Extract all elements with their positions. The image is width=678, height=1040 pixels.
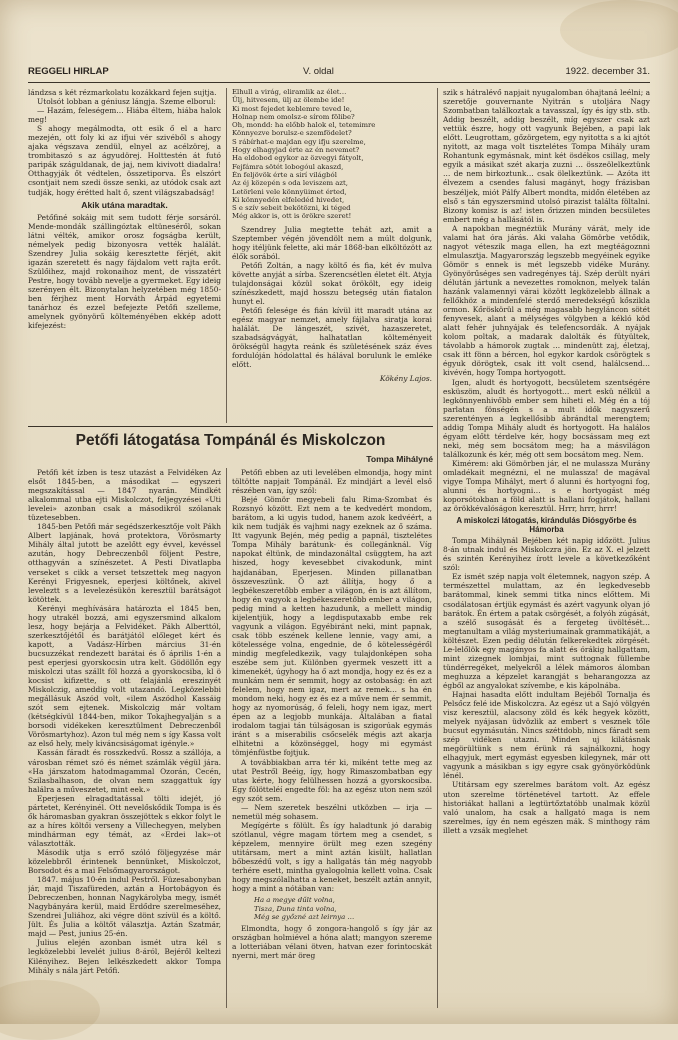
column-divider	[226, 88, 227, 423]
poem-line: Ha eldobod egykor az özvegyi fátyolt,	[232, 154, 364, 163]
paragraph: S ahogy megálmodta, ott esik ő el a harc mezején, ott foly ki az ifjui vér szivéből s ahogy ajaka végszava zendül, elnyel az acélzörej, a trombitaszó s az ágyudörej. Holttestén át futó paripák száguldanak, de jaj, nem kivivott diadalra! Otthagyják őt védtelen, összetiporva. És elszórt csontjait nem szedi össze senki, az utódok csak azt tudják, hogy érétted halt ő, szent világszabadság!	[28, 124, 221, 197]
paragraph: Kimérem: aki Gömörben jár, el ne mulassza Murány omladékait megnézni, el ne mulassza! de magával vigye Tompa Mihályt, mert ő alunni és hortyogni fog, alunni és hortyogni… s e hortyogást még koporsótokban a föld alatt is hallani fogjátok, hallani az örökkévalóságon keresztül. Hrrr, hrrr, hrrr!	[443, 458, 650, 514]
paragraph: Hajnai hasadta előtt indultam Bejéből Tornalja és Pelsőcz felé ide Miskolczra. Az egész ut a Sajó völgyén visz keresztül, alacsony zöld és kék hegyek között, melyek nyájasan üdvözlik az embert s vesznek tőle bucsut egymásután. Nincs széttdobb, nincs fáradt sem szép vidéken utazni. Minden uj kilátásnak megörültünk s nem érünk rá sajnálkozni, hogy elhagyjuk, mert egymást egyesben kilegynek, már ott vagyunk a másikban s igy egyre csak gyönyörködünk lénél.	[443, 690, 650, 781]
paragraph: Bejé Gömör megyebeli falu Rima-Szombat és Rozsnyó között. Ezt nem a te kedvedért mondom, barátom, a ki ugyis tudod, hanem azok kedvéért, a kik nem tudják és vajhmi nagy ezeknek az ő száma. Itt vagyunk Bején, még pedig a papnál, tisztelétes Tompa Mihály barátunk- és collegánknál. Víg napokat éltünk, de mindazonáltal csüggtem, ha azt hiszed, hogy kevesebbet civakodunk, mint hajdanában, Eperjesen. Minden pillanatban összeveszünk. Ő azt állítja, hogy ő a legbékeszeretőbb ember a világon, én is azt állítom, hogy én vagyok a legbékeszeretőbb ember a világon, pedig mind a ketten hazudunk, a mellett mindig kijelentjük, hogy a legdisputaxabb embe rek vagyunk a világon. Egyébiránt neki, mint papnak, csak több eszének kellene lennie, vagy ami, a kötelessége volna, engednie, de ő kötelességéről mindig megfeledkezik, vagy tulajdonképen soha eszébe sem jut. Különben gyermek veszett itt a kimenekét, úgyhogy ha ő azt mondja, hogy ez és ez a munkám nem ér semmit, hogy az ostobaság: én azt felelem, hogy nem igaz, mert az remek… s ha én mondom neki, hogy ez és ez a műve nem ér semmit, hogy az nyomorúság, ő feleli, hogy nem igaz, mert épen az a legjobb munkája. Általában a fiatal irodalom tagjai tán túlságosan is szigorúak egymás iránt s a miserabilis csőcselék mégis azt akarja elhitetni a közönséggel, hogy mi egymást tömjénfüstbe fojtjuk.	[232, 495, 432, 758]
paragraph: Utitársam egy szerelmes barátom volt. Az egész uton szerelme történetével tartott. Az effele historiákat hallani a legtürtőztatóbb unalmak közül való unalom, ha csak a hallgató maga is nem szerelmes, így én nem egészen mák. S minthogy rám illett a vzsák meglehet	[443, 780, 650, 835]
column-1-article	[28, 468, 221, 1008]
paragraph: Utolsót lobban a géniusz lángja. Szeme elborul:	[37, 97, 216, 107]
paragraph: A továbbiakban arra tér ki, miként tette meg az utat Pestről Beéig, így, hogy Rimaszombatban egy utas kérte, hogy felülhessen hozzá a gyorskocsiba. Egy fölötteléí engedte föl: ha az egész uton nem szól egy szót sem.	[232, 757, 432, 803]
paragraph: Eperjesen elragadtatással tölti idejét, jó pártetet, Kerényinél. Ott nevelőskődik Tompa is és ők háromasban gyakran összejöttek s ekkor folyt le az a híres költői verseny a Villechegyen, melyben mindhárman egy témát, az «Erdei lak»-ot választották.	[28, 793, 221, 848]
column-1-top	[28, 88, 221, 423]
paragraph: Petőfiné sokáig mit sem tudott férje sorsáról. Mende-mondák szállingóztak eltüneséről, sokan látni vélték, amikor orosz fogságba került, némelyek pedig bizonyosra vették halálát. Szendrey Julia sokáig keresztette férjét, akit igazán szeretett és nagy fájdalom vett rajta erőt. Szülőihez, majd rokonaihoz ment, de visszatért Pestre, hogy tovább nevelje a gyermeket. Egy ideig szerényen élt. Bizonytalan helyzetében még 1850-ben férjhez ment Horváth Árpád egyetemi tanárhoz és ezzel befejezte Petőfi szelleme, amelynek gyönyörű költeményében ekkép adott kifejezést:	[28, 212, 221, 331]
poem-line: Letörleni vele könnyüimet érted,	[232, 187, 347, 196]
verse-line: Ha a megye dűlt volna,	[254, 896, 335, 905]
poem-line: Ki most fejedet keblemre teved le,	[232, 104, 352, 113]
article-rule	[28, 426, 433, 427]
article-title: Petőfi látogatása Tompánál és Miskolczon	[75, 432, 386, 449]
paragraph: 1845-ben Petőfi már segédszerkesztője volt Pákh Albert lapjának, hová protektora, Vörösmarty Mihály által jutott be azelőtt egy évvel, kevéssel azután, hogy Debreczenből följent Pestre, otthagyván a színészetet. A Pesti Divatlapba verseket s cikk a verset tetszettek meg nagyon Kerényi Frigyesnek, eperjesi költőnek, akivel leveleztt s a levelezésükön keresztül barátságot kötöttek.	[28, 522, 221, 604]
poem-line: Elhull a virág, eliramlik az élet…	[232, 88, 347, 96]
paragraph: Julius elején azonban ismét utra kél s legközelebbi levelét julius 8-áról, Bejéről keltezi Kilényihez. Bejen lelkészkedett akkor Tompa Mihály s nála járt Petőfi.	[28, 938, 221, 975]
paragraph: Petőfi két ízben is tesz utazást a Felvidéken Az elsőt 1845-ben, a másodikat — egyszeri megszakítással — 1847 nyarán. Mindkét alkalommal utba ejti Miskolczot, feljegyzései «Uti levelei» azonban csak a másodikról szólanak tüzetesebben.	[28, 468, 221, 523]
page-header	[28, 66, 650, 80]
paragraph: Petőfi felesége és fián kívül itt maradt utána az egész magyar nemzet, amely fájlalva siratja korai halálát. De lángeszét, szivét, hazaszeretet, szabadságvágyát, halhatatlan költeményeit örökségül hagyta reánk és születésének száz éves fordulóján hódolattal és hálával borulunk le emléke előtt.	[232, 306, 432, 370]
paragraph: Petőfi Zoltán, a nagy költő és fia, két év mulva követte anyját a sírba. Szerencsétlen életet élt. Atyja tulajdonságai közül sokat örökölt, egy ideig színészkedett, majd hosszu betegség után fiatalon hunyt el.	[232, 260, 432, 307]
paragraph: Igen, aludt és hortyogott, becsületem szentségére esküszöm, aludt és hortyogott… mert eskü nélkül a legkönnyenhivőbb ember sem hiheti el. Még én a tój parlatan fönségén s a mult idők nagyszerű szerentényen a legkellősibb ábrándtal merengtem; addig Tompa Mihály aludt és hortyogott. Ha halálos égyam előtt térdelve kér, hogy bocsássam meg ezt neki, még sem bocsátom meg; ha a másvilágon találkozunk és kér, még ott sem bocsátom meg. Nem.	[443, 377, 650, 459]
paragraph: A napokban megnéztük Murány várát, mely ide valami hat óra járás. Aki valaha Gömörbe vetődik, nagyot véteszik maga ellen, ha ezt megtéágoznni elmulasztja. Magyarország legszebb megyéinek egyike Gömör s ennek is mét legszebb vidéke Murány. Gyönyörűséges sen vadregényes táj. Szép derült nyári délután jártunk a nevezettes romoknon, melyek talán hazánk valamennyi várai között legközelebb állnak a fellőkhöz a mindenfelé sterdő meredekségű kőszikla ormon. Kőröskörül a még magasabb hegyláncon sötét fenyvesek, alant a mélységes völgyben a kékló köd alatt fehér juhnyájak és telefencsordák. A nyájak kolom poltak, a madarak dalolták és fütyültek, távolabb a hámorok zugtak … mindenütt zaj, életzaj, csak itt fönn a bércen, hol egykor kardok csörögtek s égyuk dörögtek, csak itt volt csend, halálcsend… kivévén, hogy Tompa hortyogott.	[443, 223, 650, 378]
paragraph: Ez ismét szép napja volt életemnek, nagyon szép. A természettel mulattam, az én legkedvesebb barátommal, kinek semmi titka nincs előttem. Mi csodálatosan értjük egymást és azért vagyunk olyan jó barátok. Én értem a patak csörgését, a folyóh zúgását, a szélő susogását és a fergeteg üvöltését… megtanultam a világ mysteriumainak grammatikáját, a költészet. Ezen pedig délután felkerekedtek zörgését. Le-lelőlök egy magányos fa alatt és órákig hallgattam, mint zizegnek lombjai, mint suttognak füllembe tündérregéket, melyekről a lélek mámoros álomban meghuzza a képzelet karangját s beharangozza az égből az angyalokat szívembe, e kis kápolnába.	[443, 572, 650, 690]
poem-line: Az éj közepén s oda leviszem azt,	[232, 179, 348, 188]
paragraph: Kerényi meghívására határozta el 1845 ben, hogy utrakél bozzá, ami egyszersmind alkalom lesz, hogy bejárja a Felvidéket. Pákh Alberttól, szerkesztőjétől és barátjától előleget kért és kapott, a Vadász-Hírben március 31-én bucsuzzékat rendezett barátai és ő április 1-én a pest eperjesi gyorskocsin utra kelt. Gödöllőn egy miskolczi utas szállt föl hozzá a gyorskocsiba, kl ö kocsist kifizette, s ott felajánlá ereszinyét Miskolczig, ameddig volt utazandó. Legközelebbi megállásuk Aszód volt, «ilem Aszódhol Kassáig szót sem ejtenek. Miskolczig már voltam (kétségkívül 1844-ben, mikor Tokajhegyalján s a borsodi vidékeken keresztülment Debreczenből Vörösmartyhoz). Azon tul még nem s így Kassa volt az első hely, mely kiváncsiságomat igényle.»	[28, 603, 221, 749]
paragraph: lándzsa s két rézmarkolatu kozákkard fejen sujtja.	[28, 88, 217, 97]
page-number: V. oldal	[303, 66, 334, 77]
poem-line: Hogy elhagyjad érte az én nevemet?	[232, 146, 360, 155]
subheading: A miskolczi látogatás, kirándulás Diósgyőrbe és Hámorba	[456, 516, 637, 535]
poem-line: S rábírhat-e majdan egy ifju szerelme,	[232, 137, 366, 146]
poem-line: Oh, mondd: ha előbb halok el, tetemimre	[232, 121, 376, 130]
poem-line: Fejfámra sötét lobogóul akaszd,	[232, 162, 344, 171]
paragraph: Petőfi ebben az uti levelében elmondja, hogy mint töltötte napjait Tompánál. Ez mindjárt a levél első részében van, így szól:	[232, 468, 432, 496]
poem-line: Holnap nem omolsz-e sírom fölibe?	[232, 112, 355, 121]
paper-name: REGGELI HIRLAP	[28, 66, 109, 77]
poem-line: Könnyezve borulsz-e szemfödelet?	[232, 129, 352, 138]
column-divider	[437, 88, 438, 1008]
verse-line: Tisza, Duna tinta volna,	[254, 904, 337, 913]
paragraph: szik s hátralévő napjait nyugalomban óhajtaná leélni; a szeretője gouvernante Nyitrán s utoljára Nagy Szombatban találkoztak a tavasszal, így és így stb. stb. Addig beszélt, addig beszélt, míg egyszer csak azt vettük észre, hogy ott vagyunk Bejében, a papi lak előtt. Leugrottam, gőzörgetem, egy nyitotta s a ki ajtót nyitott, az maga volt tisztelétes Tompa Mihály uram Rohantunk egymásnak, mint két ösdékos csillag, mely egyik a másikat szét akarja zuzni … összeölelkeztünk … de nem birkoztunk… csak ölelkeztünk. — Azóta itt élvezem a csendes falusi magányt, hogy frázisban beszéljek, miót Pálfy Albert mondta, midőn életében az első s tán egyszersmind utolsó pirazist találta föltalni. Bizony komisz is az! isten őrizzen minden becsületes embert még a hallásától is.	[443, 88, 650, 224]
signature: Kökény Lajos.	[379, 373, 432, 383]
paper-stain	[560, 0, 678, 60]
paragraph: Kassán fáradt és rosszkedvű. Rossz a szállója, a városban rémet szó és német számlák végül jára. «Ha járszatom hatodmagammal Ozorán, Cecén, Szilasbalhason, de olvan nem szaggattuk így halálra a műveszetet, mint eek.»	[28, 748, 221, 794]
issue-date: 1922. december 31.	[565, 66, 650, 77]
poem-line: Én feljövök érte a sirí világból	[232, 170, 337, 179]
verse-line: Még se győzné azt leirnya …	[254, 912, 355, 921]
poem-line: Ülj, hitvesem, ülj az ölembe ide!	[232, 96, 345, 105]
poem	[232, 88, 432, 221]
poem-line: S e szív sebeit bekötözni, ki téged	[232, 204, 351, 213]
poem-line: Ki könnyedén elfeledéd hivedet,	[232, 195, 345, 204]
verse	[254, 896, 432, 921]
paragraph: 1847. május 10-én indul Pestről. Füzesabonyban jár, majd Tiszafüreden, aztán a Hortobágyon és Debreczenben, honnan Nagykárolyba megy, ismét Nagybányára kerül, maid Erdődre szerelmeséhez, Szendrei Juliához, aki végre dönt szívül és a költő. Jült. És Julia a költőt választja. Aztán Szatmár, majd — Pest, junius 25-én.	[28, 875, 221, 939]
article-author: Tompa Mihályné	[366, 454, 433, 464]
subheading: Akik utána maradtak.	[81, 199, 168, 210]
column-3	[443, 88, 650, 1008]
column-divider	[226, 468, 227, 1008]
poem-line: Még akkor is, ott is örökre szeret!	[232, 212, 352, 221]
column-2-article	[232, 468, 432, 1008]
column-2-top	[232, 88, 432, 423]
paragraph: Elmondta, hogy ő zongora-hangolő s így jár az országban holmiével a hóna alatt; mangyon szereme a lotteriában vélani ötven, hatvan ezer forintocskát nyerni, mert már öreg	[232, 924, 432, 961]
paragraph: — Nem szeretek beszélni utközben — irja — nemetül még sohasem.	[232, 802, 432, 821]
paragraph: Második utja s errő szóló följegyzése már közelebbről érintenek bennünket, Miskolczot, Borsodot és a mai Felsőmagyarországot.	[28, 847, 221, 876]
paragraph: Szendrey Julia megtette tehát azt, amit a Szeptember végén jövendölt nem a múlt dolgunk, hogy itéljünk felette, aki már 1868-ban elköltözött az élők sorából.	[232, 224, 432, 261]
quote: — Hazám, feleségem… Hiába éltem, hiába halok meg!	[28, 106, 221, 125]
paragraph: Megígérte s fölült. És így haladtunk jó darabig szótlanul, végre magam törtem meg a csendet, s képzelem, mennyire örült meg ezen szegény utitársam, mert a mint aztán kisült, hallatlan bőbeszédű volt, s így a hallgatás tán még nagyobb terhére esett, mintha gyalogolnia kellett volna. Csak hogy megszólalhatta a keneket, beszélt aztán annyit, hogy a mint a nótában van:	[232, 820, 432, 894]
header-rule	[28, 82, 650, 83]
paragraph: Tompa Mihálynál Bejében két napig időzött. Julius 8-án utnak indul és Miskolczra jön. Ez az X. el jelzett és szintén Kerényihez írott levele a következőként szól:	[443, 536, 650, 573]
